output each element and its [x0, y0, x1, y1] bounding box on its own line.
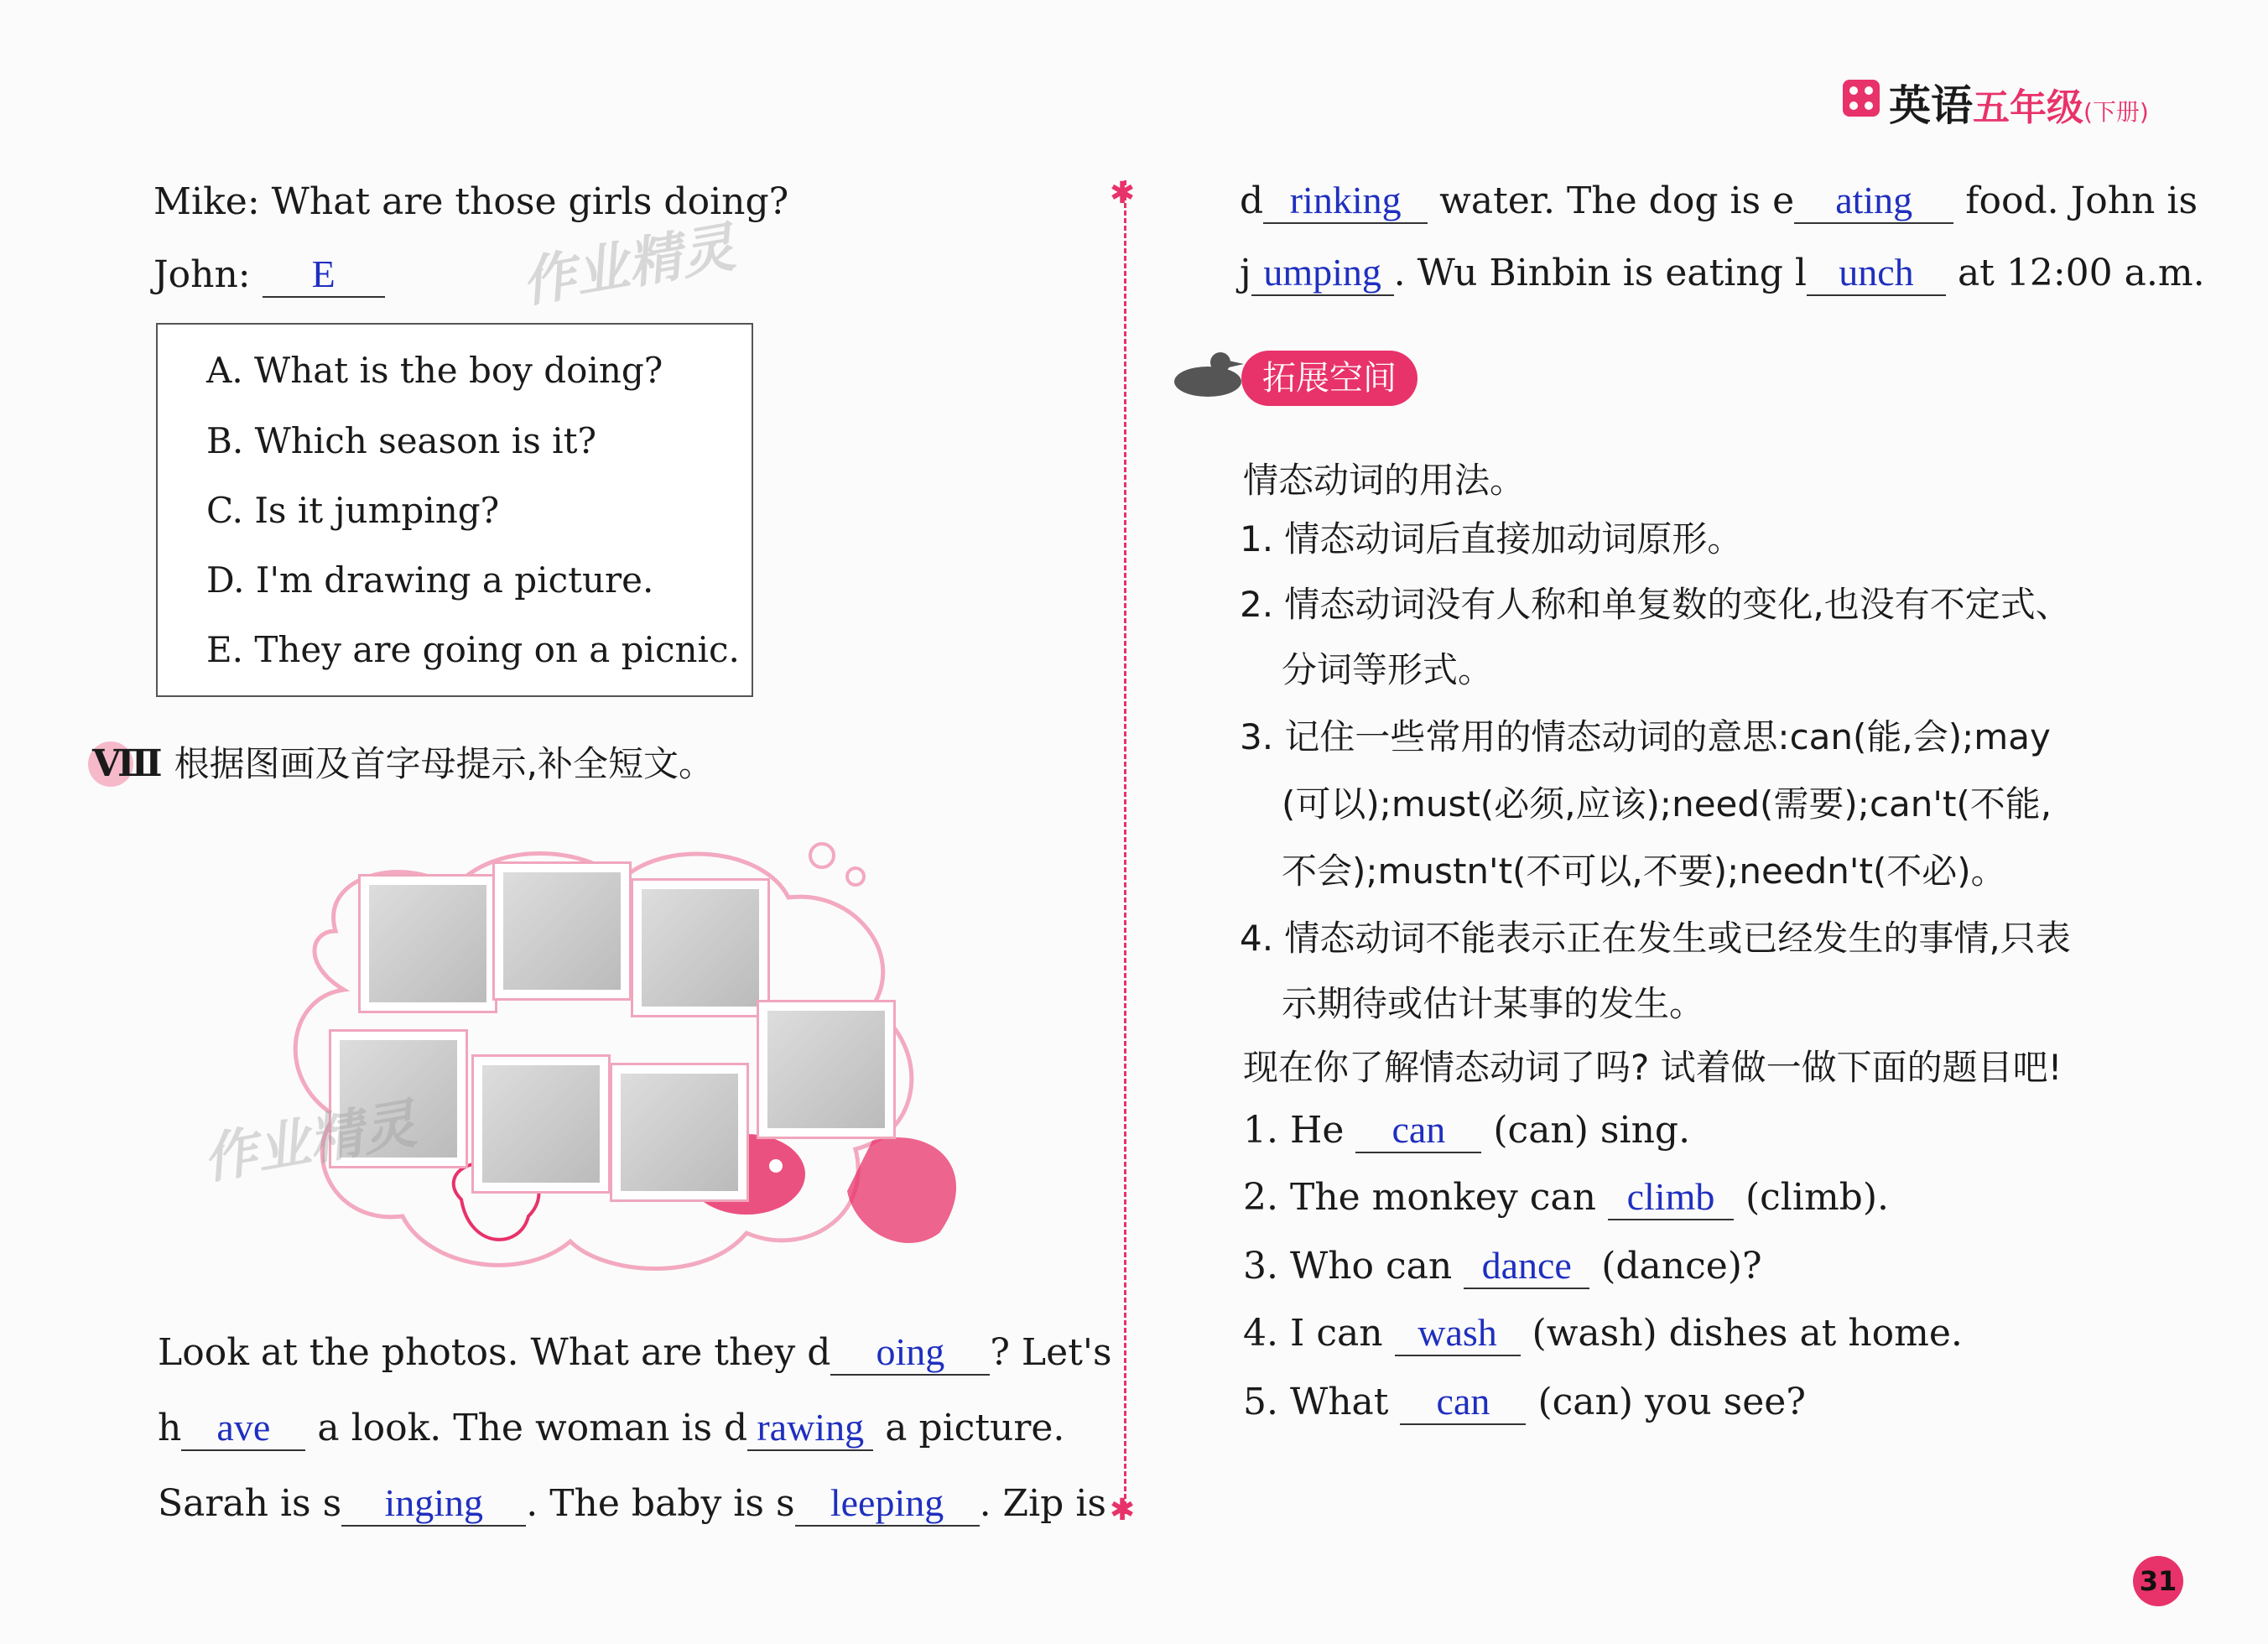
- answer-text: umping: [1263, 251, 1381, 294]
- answer-text: inging: [384, 1481, 483, 1524]
- answer-text: unch: [1839, 251, 1914, 294]
- answer-text: dance: [1481, 1244, 1572, 1287]
- passage-line-2: [158, 1405, 1064, 1451]
- exercise-1: [1243, 1107, 1690, 1153]
- exercise-text: 1. He: [1243, 1109, 1345, 1152]
- hint-letter: d: [807, 1331, 831, 1374]
- passage-text: ? Let's: [990, 1331, 1112, 1374]
- note-0: 情态动词的用法。: [1243, 460, 1526, 501]
- exercise-text: (wash) dishes at home.: [1532, 1312, 1963, 1355]
- option-a: A. What is the boy doing?: [206, 350, 663, 391]
- header-title: [1889, 72, 2149, 133]
- answer-text: ating: [1835, 179, 1913, 221]
- exercise-text: (dance)?: [1601, 1245, 1762, 1288]
- dialog-john: [153, 252, 385, 298]
- header-grade: 五年级: [1973, 86, 2083, 129]
- photo-baby-sleeping: [633, 881, 767, 1015]
- note-5: (可以);must(必须,应该);need(需要);can't(不能,: [1282, 783, 2052, 825]
- passage-text: . Wu Binbin is eating: [1393, 252, 1783, 294]
- hint-letter: h: [158, 1407, 182, 1449]
- exercise-3: [1243, 1243, 1762, 1289]
- photo-dog-eating: [474, 1057, 608, 1191]
- note-9: 现在你了解情态动词了吗? 试着做一做下面的题目吧!: [1243, 1047, 2063, 1088]
- answer-text: ave: [216, 1406, 271, 1449]
- bird-icon: [1170, 344, 1246, 406]
- john-speaker: John:: [153, 253, 251, 296]
- section8-heading: [92, 736, 714, 787]
- header-subject: 英语: [1889, 81, 1973, 130]
- passage-text: . The baby is: [526, 1482, 764, 1525]
- hint-letter: s: [775, 1482, 795, 1525]
- exercise-text: (can) you see?: [1537, 1381, 1806, 1423]
- option-d: D. I'm drawing a picture.: [206, 559, 654, 601]
- section8-instruction: 根据图画及首字母提示,补全短文。: [174, 743, 714, 784]
- exercise-text: 4. I can: [1243, 1312, 1383, 1355]
- answer-text: wash: [1418, 1311, 1497, 1354]
- page-number: 31: [2133, 1556, 2183, 1606]
- hint-letter: d: [724, 1407, 748, 1449]
- exercise-text: (can) sing.: [1493, 1109, 1691, 1152]
- note-1: 1. 情态动词后直接加动词原形。: [1240, 518, 1743, 559]
- exercise-text: 2. The monkey can: [1243, 1176, 1596, 1219]
- option-c: C. Is it jumping?: [206, 490, 500, 531]
- page-divider: [1124, 180, 1126, 1514]
- note-3: 分词等形式。: [1282, 649, 1494, 690]
- mike-speaker: Mike:: [153, 180, 260, 223]
- mike-question: What are those girls doing?: [271, 180, 789, 223]
- passage-text: . Zip is: [979, 1482, 1106, 1525]
- passage-text: Sarah is: [158, 1482, 311, 1525]
- divider-bottom-ornament: ✱: [1110, 1493, 1136, 1527]
- passage-line-3: [158, 1480, 1106, 1527]
- passage-text: food. John is: [1965, 179, 2198, 222]
- hint-letter: e: [1772, 179, 1795, 222]
- note-2: 2. 情态动词没有人称和单复数的变化,也没有不定式、: [1240, 584, 2071, 625]
- photo-singing: [495, 864, 629, 998]
- watermark: 作业精灵: [517, 216, 740, 315]
- note-6: 不会);mustn't(不可以,不要);needn't(不必)。: [1282, 851, 2006, 892]
- answer-text: can: [1436, 1380, 1490, 1423]
- options-box: [156, 323, 753, 697]
- answer-text: oing: [876, 1330, 945, 1373]
- right-passage-line-1: [1240, 178, 2198, 224]
- passage-text: Look at the photos. What are they: [158, 1331, 796, 1374]
- answer-text: climb: [1626, 1175, 1715, 1218]
- exercise-text: 3. Who can: [1243, 1245, 1453, 1288]
- option-e: E. They are going on a picnic.: [206, 629, 740, 670]
- section8-number: Ⅷ: [92, 742, 163, 785]
- option-b: B. Which season is it?: [206, 420, 596, 461]
- hint-letter: s: [322, 1482, 342, 1525]
- photo-painting: [361, 877, 495, 1011]
- exercise-text: 5. What: [1243, 1381, 1389, 1423]
- right-passage-line-2: [1240, 250, 2205, 296]
- header-volume: (下册): [2083, 98, 2149, 126]
- hint-letter: j: [1240, 252, 1251, 294]
- hint-letter: d: [1240, 179, 1264, 222]
- exercise-text: (climb).: [1745, 1176, 1889, 1219]
- divider-top-ornament: ✱: [1110, 176, 1136, 211]
- watermark: 作业精灵: [198, 1093, 421, 1192]
- exercise-5: [1243, 1379, 1806, 1425]
- answer-text: rinking: [1289, 179, 1402, 221]
- passage-line-1: [158, 1329, 1112, 1376]
- passage-text: a look. The woman is: [317, 1407, 713, 1449]
- photo-boy-jumping: [612, 1065, 746, 1199]
- answer-text: leeping: [830, 1481, 944, 1524]
- photo-boy-lunch: [759, 1002, 893, 1137]
- john-answer: E: [311, 252, 336, 295]
- exercise-2: [1243, 1174, 1889, 1220]
- section-title: 拓展空间: [1241, 351, 1418, 406]
- exercise-4: [1243, 1310, 1963, 1356]
- note-8: 示期待或估计某事的发生。: [1282, 983, 1705, 1024]
- passage-text: a picture.: [885, 1407, 1065, 1449]
- passage-text: at 12:00 a.m.: [1957, 252, 2205, 294]
- passage-text: water. The dog is: [1439, 179, 1761, 222]
- note-4: 3. 记住一些常用的情态动词的意思:can(能,会);may: [1240, 716, 2051, 757]
- hint-letter: l: [1794, 252, 1807, 294]
- answer-text: rawing: [757, 1406, 865, 1449]
- answer-text: can: [1391, 1108, 1446, 1151]
- note-7: 4. 情态动词不能表示正在发生或已经发生的事情,只表: [1240, 918, 2071, 959]
- logo-icon: [1843, 80, 1880, 117]
